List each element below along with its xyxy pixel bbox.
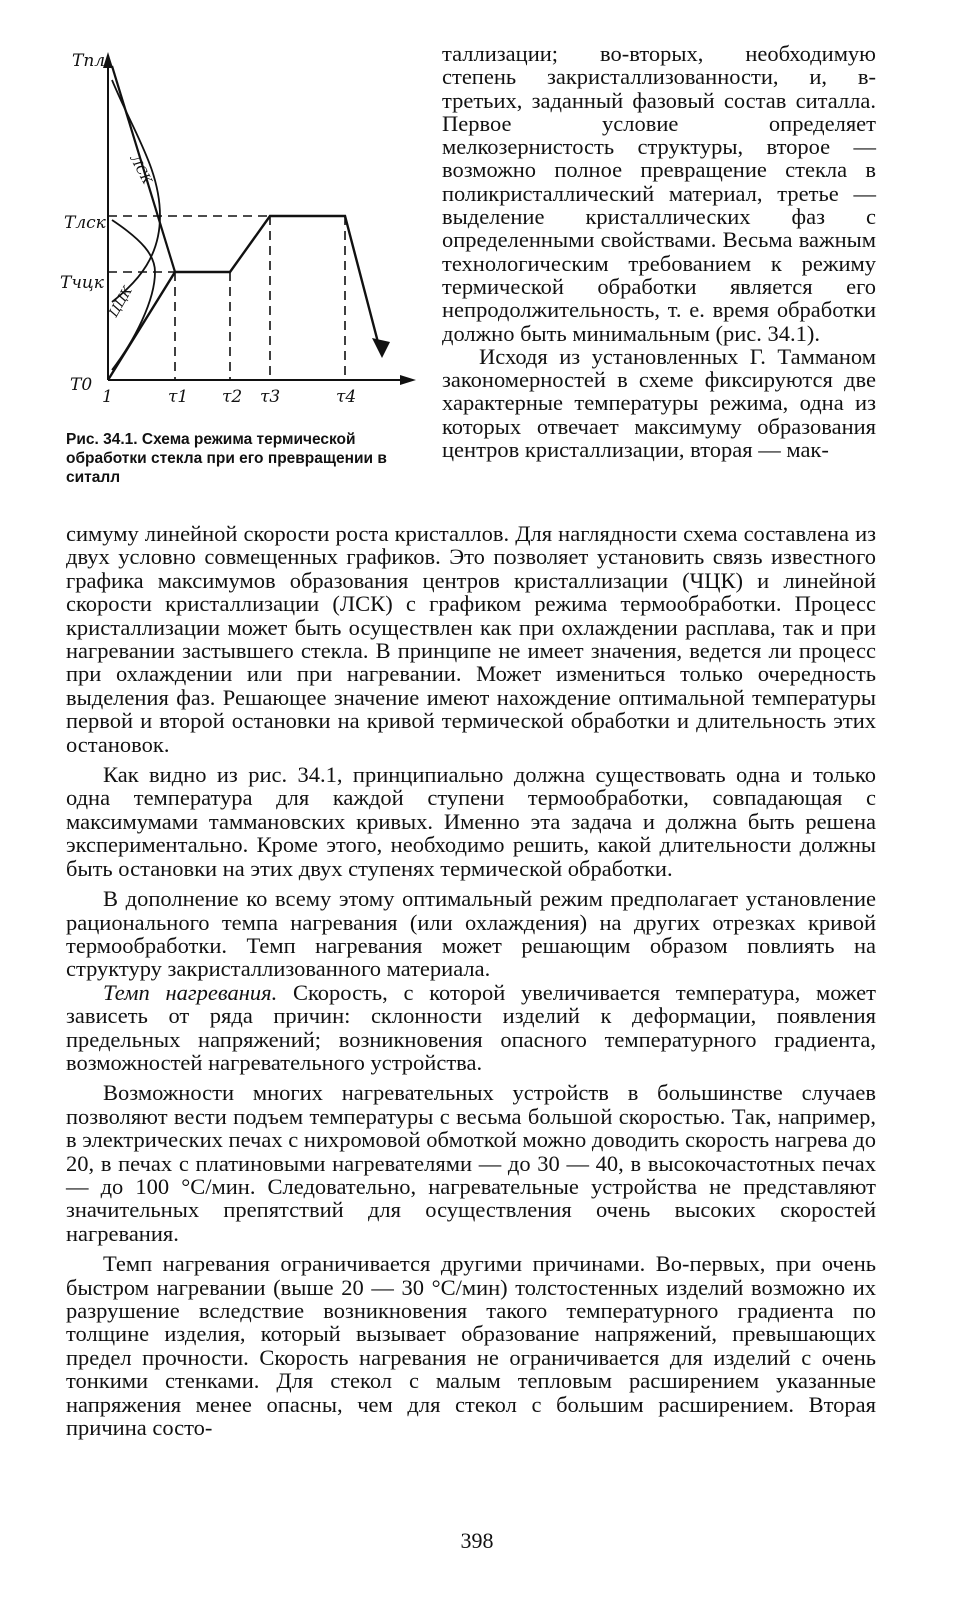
paragraph-body: Скорость, с которой увеличивается температура, может зависеть от ряда причин: склонности изделий к деформации, появления предельных напряжений; возникновения опасного температурного градиента, возможностей нагревательного устройства. bbox=[66, 979, 876, 1075]
lsk-curve-label: ЛСК bbox=[126, 152, 155, 188]
heat-treatment-diagram bbox=[50, 40, 430, 420]
right-column-text bbox=[442, 42, 876, 461]
page-number: 398 bbox=[460, 1528, 494, 1553]
paragraph bbox=[66, 1252, 876, 1439]
chck-curve-label: ЦЦК bbox=[106, 284, 136, 320]
figure-caption: Рис. 34.1. Схема режима термической обработки стекла при его превращении в ситалл bbox=[66, 431, 387, 486]
paragraph bbox=[66, 1081, 876, 1245]
t-lsk-label: Tлск bbox=[64, 213, 106, 233]
figure-34-1 bbox=[50, 40, 430, 420]
cooling-arrow bbox=[372, 338, 390, 358]
paragraph: Исходя из установленных Г. Тамманом закономерностей в схеме фиксируются две характерные температуры режима, одна из которых отвечает максимуму образования центров кристаллизации, вторая — мак- bbox=[442, 343, 876, 463]
x-axis-arrow bbox=[400, 375, 416, 385]
paragraph bbox=[66, 887, 876, 981]
paragraph-body: симуму линейной скорости роста кристаллов. Для наглядности схема составлена из двух условно совмещенных графиков. Это позволяет установить связь известного графика максимумов образования центров кристаллизации (ЧЦК) и линейной скорости кристаллизации (ЛСК) с графиком режима термообработки. Процесс кристаллизации может быть осуществлен как при охлаждении расплава, так и при нагревании застывшего стекла. В принципе не имеет значения, ведется ли процесс при охлаждении или при нагревании. Может измениться только очередность выделения фаз. Решающее значение имеют нахождение оптимальной температуры первой и второй остановки на кривой термической обработки и длительность этих остановок. bbox=[66, 521, 876, 757]
lsk-curve bbox=[112, 80, 160, 302]
t-pl-label: Tпл bbox=[72, 51, 106, 71]
x-label-1: 1 bbox=[102, 387, 113, 407]
paragraph-body: Как видно из рис. 34.1, принципиально должна существовать одна и только одна температура для каждой ступени термообработки, совпадающая с максимумами таммановских кривых. Именно эта задача и должна быть решена экспериментально. Кроме этого, необходимо решить, какой длительности должны быть остановки на этих двух ступенях термической обработки. bbox=[66, 762, 876, 881]
t-chck-label: Tчцк bbox=[60, 273, 104, 293]
paragraph: таллизации; во-вторых, необходимую степень закристаллизованности, и, в-третьих, заданный фазовый состав ситалла. Первое условие определяет мелкозернистость структуры, второе — возможно полное превращение стекла в поликристаллический материал, третье — выделение кристаллических фаз с определенными свойствами. Весьма важным технологическим требованием к режиму термической обработки является его непродолжительность, т. е. время обработки должно быть минимальным (рис. 34.1). bbox=[442, 41, 876, 346]
paragraph bbox=[66, 763, 876, 880]
paragraph bbox=[66, 981, 876, 1075]
t-0-label: T0 bbox=[70, 375, 93, 395]
x-label-tau3: τ3 bbox=[260, 387, 281, 407]
paragraph-body: Темп нагревания ограничивается другими причинами. Во-первых, при очень быстром нагревании (выше 20 — 30 °С/мин) толстостенных изделий возможно их разрушение вследствие возникновения такого температурного градиента по толщине изделия, который вызывает образование напряжений, превышающих предел прочности. Скорость нагревания не ограничивается для изделий с очень тонкими стенками. Для стекол с малым тепловым расширением указанные напряжения менее опасны, чем для стекол с большим расширением. Вторая причина состо- bbox=[66, 1251, 876, 1441]
x-label-tau2: τ2 bbox=[222, 387, 243, 407]
paragraph-body: В дополнение ко всему этому оптимальный режим предполагает установление рационального темпа нагревания (или охлаждения) на других отрезках кривой термообработки. Темп нагревания может решающим образом повлиять на структуру закристаллизованного материала. bbox=[66, 886, 876, 982]
paragraph-lead-italic: Темп нагревания. bbox=[103, 979, 278, 1005]
paragraph bbox=[66, 522, 876, 756]
paragraph-body: Возможности многих нагревательных устройств в большинстве случаев позволяют вести подъем температуры с весьма большой скоростью. Так, например, в электрических печах с нихромовой обмоткой можно доводить скорость нагрева до 20, в печах с платиновыми нагревателями — до 30 — 40, в высокочастотных печах — до 100 °С/мин. Следовательно, нагревательные устройства не представляют значительных препятствий для осуществления очень высоких скоростей нагревания. bbox=[66, 1080, 876, 1246]
x-label-tau4: τ4 bbox=[336, 387, 357, 407]
main-text bbox=[66, 522, 876, 1439]
regime-curve bbox=[108, 216, 380, 380]
x-label-tau1: τ1 bbox=[168, 387, 189, 407]
